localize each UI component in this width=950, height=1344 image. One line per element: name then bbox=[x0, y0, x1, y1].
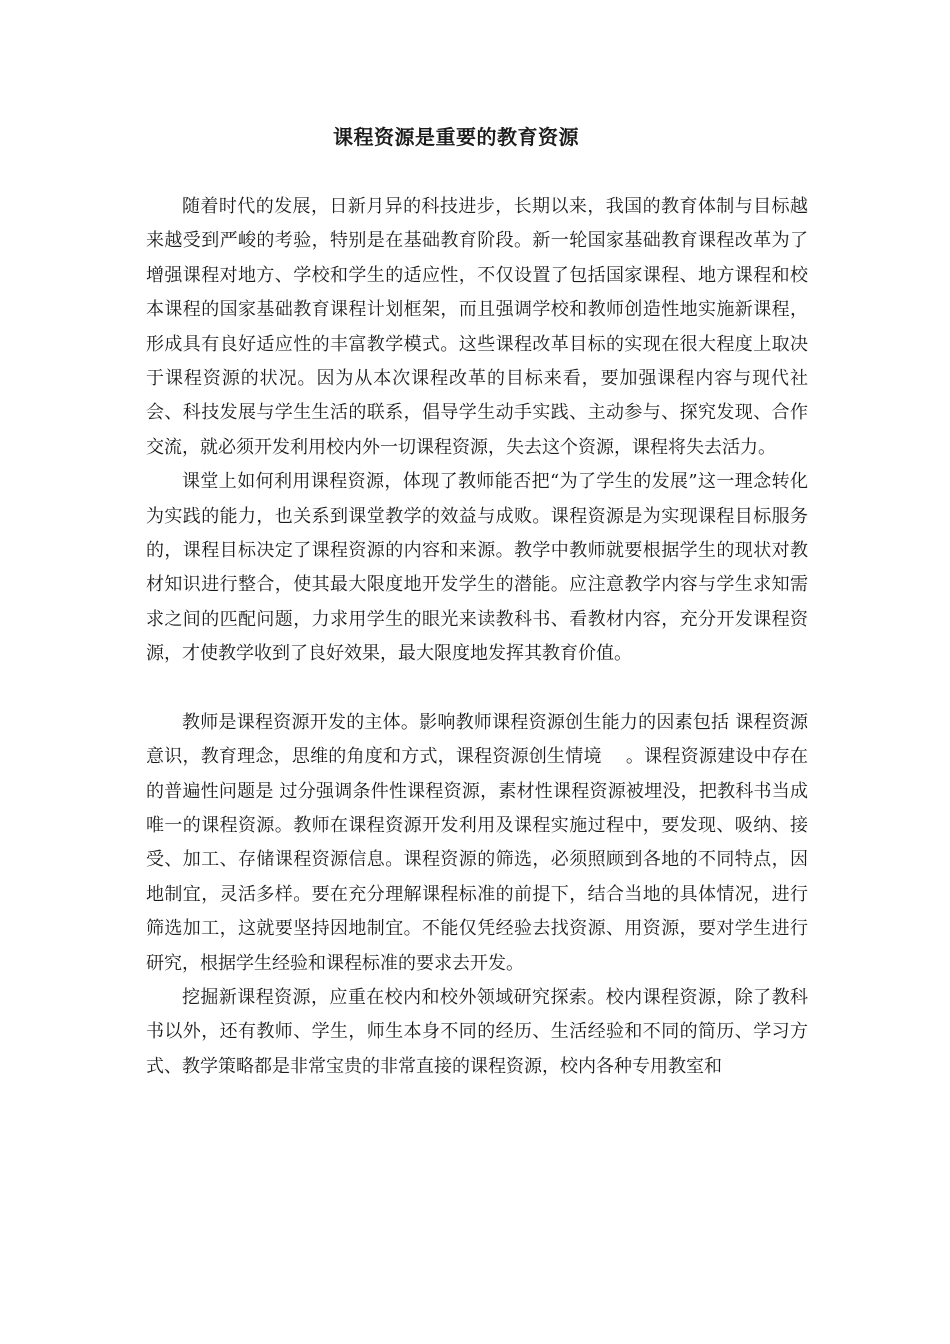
document-body bbox=[146, 190, 808, 1084]
paragraph-1: 随着时代的发展，日新月异的科技进步，长期以来，我国的教育体制与目标越来越受到严峻的考验，特别是在基础教育阶段。新一轮国家基础教育课程改革为了增强课程对地方、学校和学生的适应性，不仅设置了包括国家课程、地方课程和校本课程的国家基础教育课程计划框架，而且强调学校和教师创造性地实施新课程，形成具有良好适应性的丰富教学模式。这些课程改革目标的实现在很大程度上取决于课程资源的状况。因为从本次课程改革的目标来看，要加强课程内容与现代社会、科技发展与学生生活的联系，倡导学生动手实践、主动参与、探究发现、合作交流，就必须开发利用校内外一切课程资源，失去这个资源，课程将失去活力。 bbox=[146, 196, 808, 458]
paragraph-spacer bbox=[146, 672, 808, 706]
document-title: 课程资源是重要的教育资源 bbox=[333, 125, 579, 149]
paragraph-4: 挖掘新课程资源，应重在校内和校外领域研究探索。校内课程资源，除了教科书以外，还有教师、学生，师生本身不同的经历、生活经验和不同的简历、学习方式、教学策略都是非常宝贵的非常直接的课程资源，校内各种专用教室和 bbox=[146, 986, 808, 1077]
paragraph-2: 课堂上如何利用课程资源，体现了教师能否把“为了学生的发展”这一理念转化为实践的能力，也关系到课堂教学的效益与成败。课程资源是为实现课程目标服务的，课程目标决定了课程资源的内容和来源。教学中教师就要根据学生的现状对教材知识进行整合，使其最大限度地开发学生的潜能。应注意教学内容与学生求知需求之间的匹配问题，力求用学生的眼光来读教科书、看教材内容，充分开发课程资源，才使教学收到了良好效果，最大限度地发挥其教育价值。 bbox=[146, 471, 808, 665]
paragraph-3: 教师是课程资源开发的主体。影响教师课程资源创生能力的因素包括 课程资源意识，教育理念，思维的角度和方式，课程资源创生情境 。课程资源建设中存在的普遍性问题是 过分强调条件性课程资源，素材性课程资源被埋没，把教科书当成唯一的课程资源。教师在课程资源开发利用及课程实施过程中，要发现、吸纳、接受、加工、存储课程资源信息。课程资源的筛选，必须照顾到各地的不同特点，因地制宜，灵活多样。要在充分理解课程标准的前提下，结合当地的具体情况，进行筛选加工，这就要坚持因地制宜。不能仅凭经验去找资源、用资源，要对学生进行研究，根据学生经验和课程标准的要求去开发。 bbox=[146, 711, 808, 974]
